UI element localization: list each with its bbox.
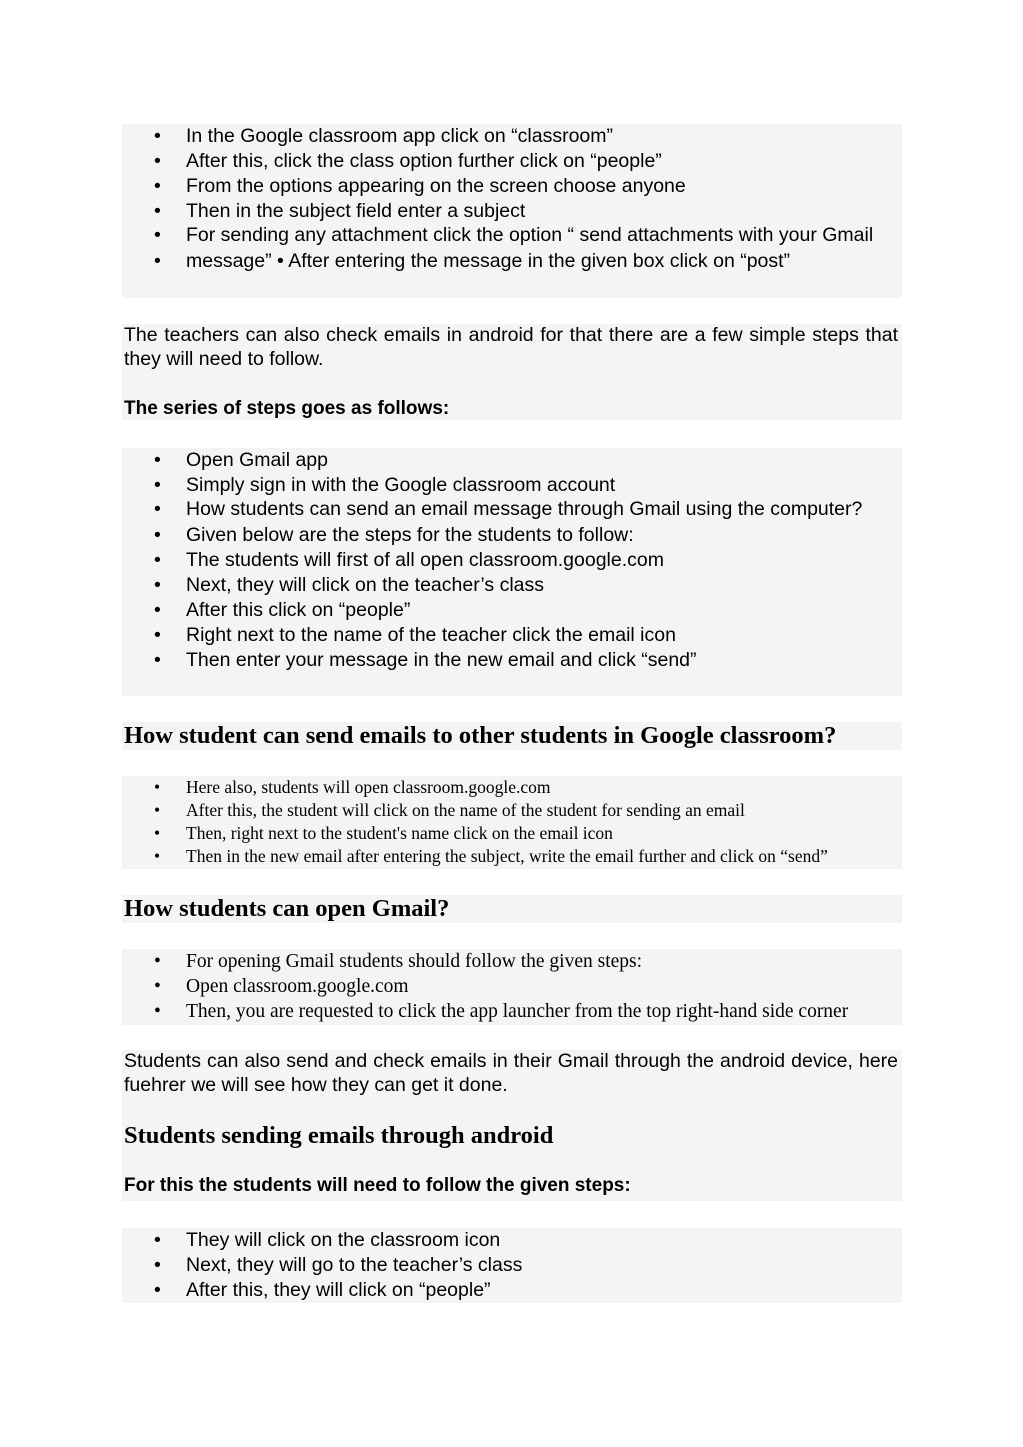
- section-heading: How students can open Gmail?: [124, 895, 450, 922]
- list-item: • Then, right next to the student's name click on the email icon: [122, 822, 902, 845]
- list-item: • Then in the subject field enter a subject: [122, 199, 902, 224]
- list-item: • Simply sign in with the Google classroom account: [122, 473, 902, 498]
- section-heading: Students sending emails through android: [124, 1122, 554, 1149]
- list-item: • Then enter your message in the new email and click “send”: [122, 648, 902, 673]
- paragraph: The teachers can also check emails in android for that there are a few simple steps that they will need to follow.: [124, 324, 898, 370]
- list-item: • For opening Gmail students should follow the given steps:: [122, 949, 902, 974]
- list-item: • The students will first of all open classroom.google.com: [122, 548, 902, 573]
- list-item: • For sending any attachment click the option “ send attachments with your Gmail: [122, 224, 902, 248]
- paragraph: Students can also send and check emails in their Gmail through the android device, here fuehrer we will see how they can get it done.: [124, 1050, 898, 1096]
- list-item: • message” • After entering the message in the given box click on “post”: [122, 249, 902, 274]
- list-item: • Open Gmail app: [122, 448, 902, 473]
- subheading: For this the students will need to follow the given steps:: [124, 1175, 631, 1196]
- list-item: • Right next to the name of the teacher click the email icon: [122, 623, 902, 648]
- steps-list-android: [122, 1228, 902, 1303]
- section-heading: How student can send emails to other students in Google classroom?: [124, 722, 837, 749]
- list-item: • Next, they will click on the teacher’s class: [122, 573, 902, 598]
- list-item: • After this, they will click on “people”: [122, 1278, 902, 1303]
- teachers-android-section: [122, 324, 902, 420]
- steps-list-open-gmail: [122, 949, 902, 1025]
- list-item: • Next, they will go to the teacher’s class: [122, 1253, 902, 1278]
- list-item: • Open classroom.google.com: [122, 974, 902, 999]
- android-section: [122, 1050, 902, 1201]
- list-item: • Then, you are requested to click the app launcher from the top right-hand side corner: [122, 999, 902, 1024]
- steps-list-gmail-app: [122, 448, 902, 696]
- list-item: • After this, the student will click on the name of the student for sending an email: [122, 799, 902, 822]
- list-item: • They will click on the classroom icon: [122, 1228, 902, 1253]
- list-item: • From the options appearing on the screen choose anyone: [122, 174, 902, 199]
- subheading: The series of steps goes as follows:: [124, 398, 450, 419]
- list-item: • Here also, students will open classroom.google.com: [122, 776, 902, 799]
- list-item: • Then in the new email after entering the subject, write the email further and click on “send”: [122, 845, 902, 868]
- list-item: • How students can send an email message through Gmail using the computer?: [122, 498, 902, 522]
- list-item: • Given below are the steps for the students to follow:: [122, 523, 902, 548]
- heading-section: [122, 722, 902, 750]
- list-item: • After this click on “people”: [122, 598, 902, 623]
- list-item: • After this, click the class option further click on “people”: [122, 149, 902, 174]
- list-item: • In the Google classroom app click on “classroom”: [122, 124, 902, 149]
- steps-list-students-email: [122, 776, 902, 869]
- steps-list-classroom-email: [122, 124, 902, 298]
- heading-section: [122, 895, 902, 923]
